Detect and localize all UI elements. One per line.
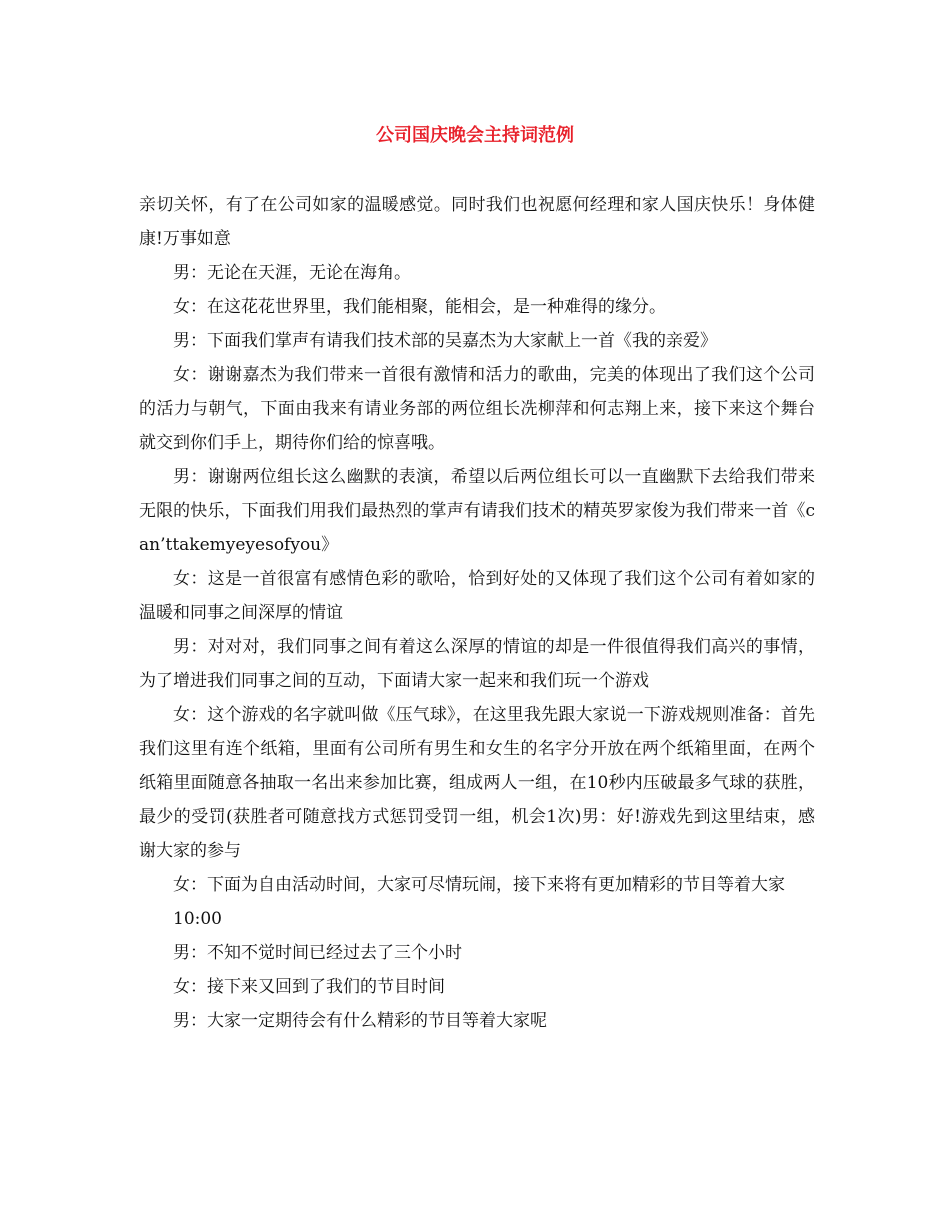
paragraph: 男：下面我们掌声有请我们技术部的吴嘉杰为大家献上一首《我的亲爱》 bbox=[173, 331, 717, 351]
paragraph: 10:00 bbox=[173, 909, 222, 929]
paragraph: 男：大家一定期待会有什么精彩的节目等着大家呢 bbox=[173, 1011, 547, 1031]
document-title: 公司国庆晚会主持词范例 bbox=[376, 125, 574, 146]
paragraph: 女：接下来又回到了我们的节目时间 bbox=[173, 977, 445, 997]
paragraph: 男：不知不觉时间已经过去了三个小时 bbox=[173, 943, 462, 963]
paragraph: 女：这是一首很富有感情色彩的歌哈，恰到好处的又体现了我们这个公司有着如家的温暖和同事之间深厚的情谊 bbox=[139, 569, 815, 623]
paragraph: 男：谢谢两位组长这么幽默的表演，希望以后两位组长可以一直幽默下去给我们带来无限的快乐，下面我们用我们最热烈的掌声有请我们技术的精英罗家俊为我们带来一首《can’ttakemyeyesofyou》 bbox=[139, 467, 815, 555]
paragraph: 男：对对对，我们同事之间有着这么深厚的情谊的却是一件很值得我们高兴的事情，为了增进我们同事之间的互动，下面请大家一起来和我们玩一个游戏 bbox=[139, 637, 815, 691]
paragraph: 男：无论在天涯，无论在海角。 bbox=[173, 263, 411, 283]
paragraph: 女：在这花花世界里，我们能相聚，能相会，是一种难得的缘分。 bbox=[173, 297, 666, 317]
paragraph: 女：谢谢嘉杰为我们带来一首很有激情和活力的歌曲，完美的体现出了我们这个公司的活力与朝气，下面由我来有请业务部的两位组长冼柳萍和何志翔上来，接下来这个舞台就交到你们手上，期待你们给的惊喜哦。 bbox=[139, 365, 815, 453]
document-body bbox=[139, 188, 815, 1038]
paragraph: 亲切关怀，有了在公司如家的温暖感觉。同时我们也祝愿何经理和家人国庆快乐！身体健康!万事如意 bbox=[139, 195, 815, 249]
paragraph: 女：这个游戏的名字就叫做《压气球》，在这里我先跟大家说一下游戏规则准备：首先我们这里有连个纸箱，里面有公司所有男生和女生的名字分开放在两个纸箱里面，在两个纸箱里面随意各抽取一名出来参加比赛，组成两人一组，在10秒内压破最多气球的获胜，最少的受罚(获胜者可随意找方式惩罚受罚一组，机会1次)男：好!游戏先到这里结束，感谢大家的参与 bbox=[139, 705, 815, 861]
paragraph: 女：下面为自由活动时间，大家可尽情玩闹，接下来将有更加精彩的节目等着大家 bbox=[173, 875, 785, 895]
